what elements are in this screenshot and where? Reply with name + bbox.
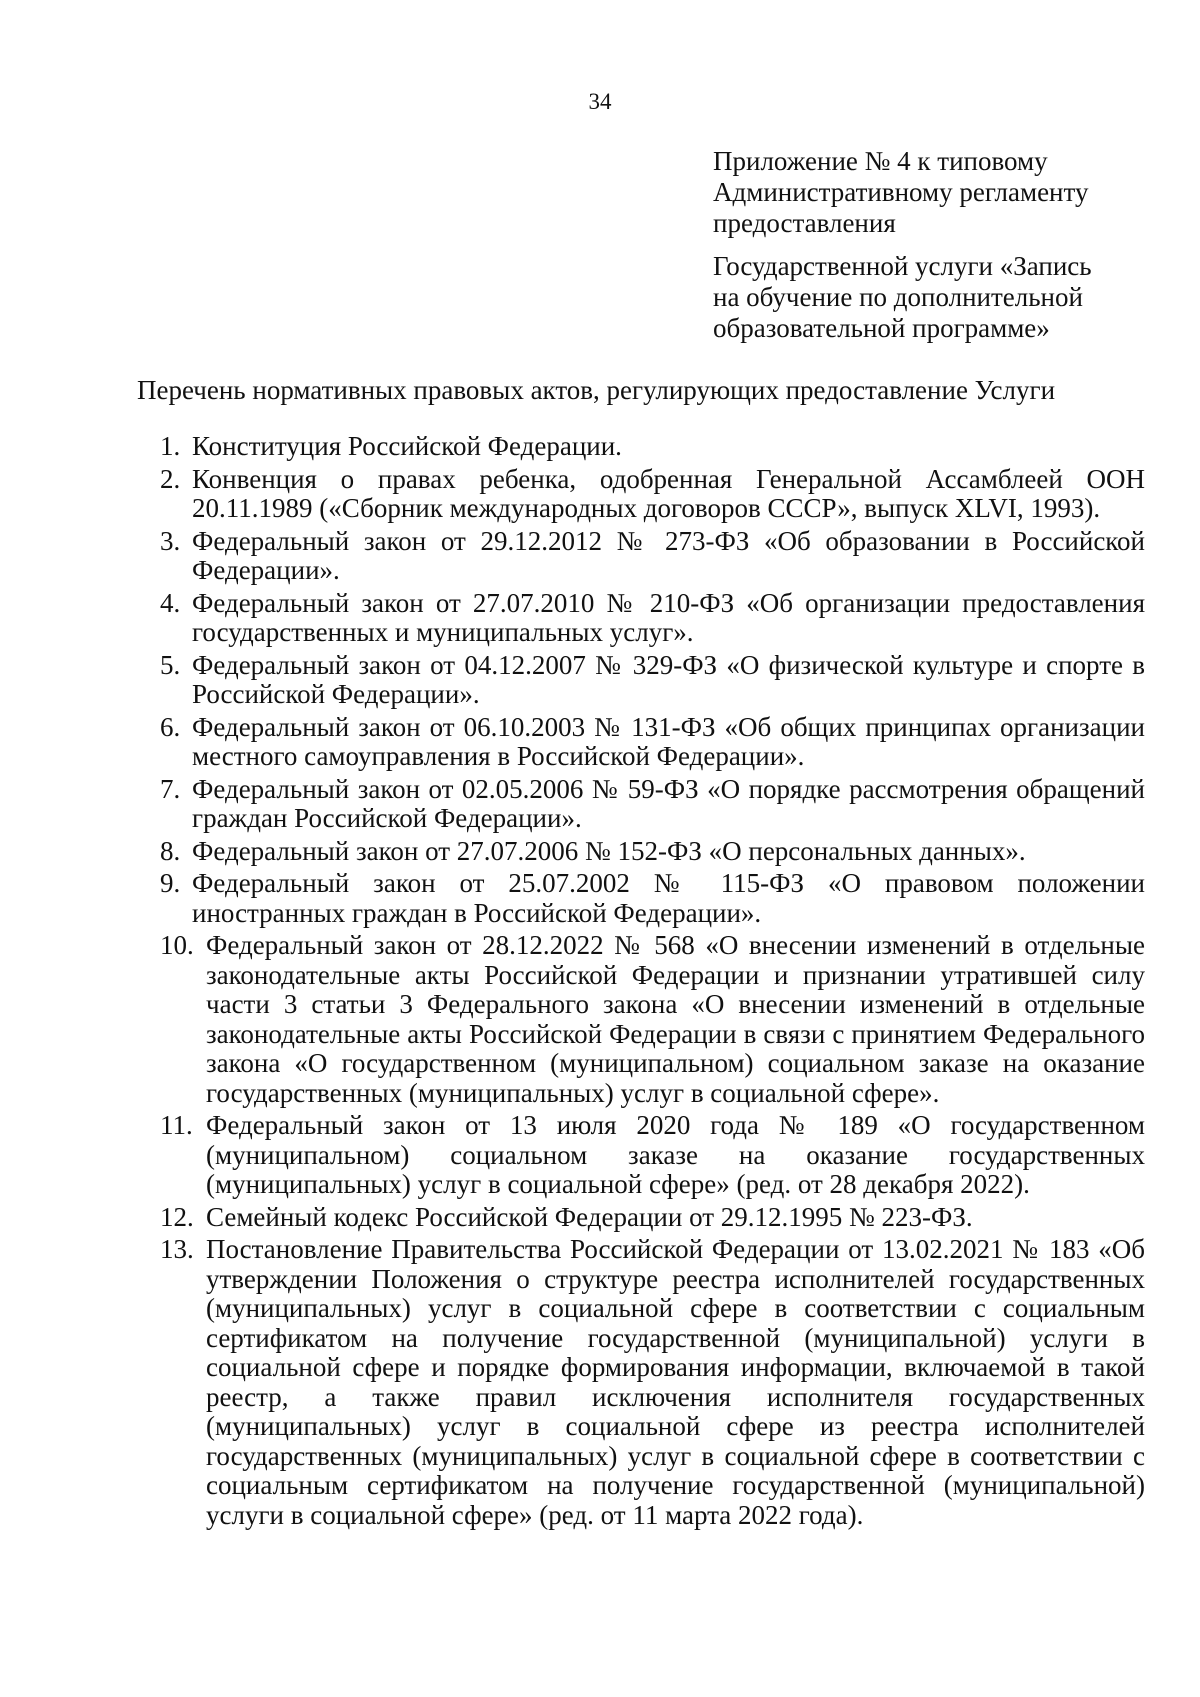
- list-item: [160, 465, 1145, 524]
- item-text: Федеральный закон от 27.07.2010 № 210-ФЗ «Об организации предоставления государственных и муниципальных услуг».: [192, 587, 1145, 647]
- item-number: 1.: [160, 431, 181, 461]
- appendix-header: [713, 146, 1153, 344]
- item-text: Конвенция о правах ребенка, одобренная Генеральной Ассамблеей ООН 20.11.1989 («Сборник международных договоров СССР», выпуск XLVI, 1993).: [192, 463, 1145, 523]
- item-number: 7.: [160, 773, 181, 804]
- item-text: Постановление Правительства Российской Федерации от 13.02.2021 № 183 «Об утверждении Положения о структуре реестра исполнителей государственных (муниципальных) услуг в социальной сфере в соответствии с социальным сертификатом на получение государственной (муниципальной) услуги в социальной сфере и порядке формирования информации, включаемой в такой реестр, а также правил исключения исполнителя государственных (муниципальных) услуг в социальной сфере из реестра исполнителей государственных (муниципальных) услуг в социальной сфере в соответствии с социальным сертификатом на получение государственной (муниципальной) услуги в социальной сфере» (ред. от 11 марта 2022 года).: [206, 1234, 1145, 1530]
- appendix-line: образовательной программе»: [713, 313, 1050, 343]
- item-number: 11.: [160, 1110, 193, 1140]
- list-item: [160, 837, 1145, 867]
- item-number: 2.: [160, 463, 181, 494]
- item-number: 3.: [160, 525, 181, 556]
- list-item: [160, 1235, 1145, 1530]
- list-item: [160, 1111, 1145, 1200]
- list-item: [160, 775, 1145, 834]
- item-text: Федеральный закон от 04.12.2007 № 329-ФЗ «О физической культуре и спорте в Российской Федерации».: [192, 649, 1145, 709]
- appendix-line: Государственной услуги «Запись: [713, 251, 1092, 281]
- list-item: [160, 651, 1145, 710]
- list-item: [160, 432, 1145, 462]
- item-number: 6.: [160, 711, 181, 742]
- item-number: 13.: [160, 1234, 194, 1264]
- appendix-line: Приложение № 4 к типовому: [713, 146, 1048, 176]
- item-text: Федеральный закон от 27.07.2006 № 152-ФЗ «О персональных данных».: [192, 835, 1026, 866]
- item-number: 5.: [160, 649, 181, 680]
- appendix-line: предоставления: [713, 208, 896, 238]
- appendix-line: на обучение по дополнительной: [713, 282, 1083, 312]
- item-text: Федеральный закон от 28.12.2022 № 568 «О внесении изменений в отдельные законодательные акты Российской Федерации и признании утратившей силу части 3 статьи 3 Федерального закона «О внесении изменений в отдельные законодательные акты Российской Федерации в связи с принятием Федерального закона «О государственном (муниципальном) социальном заказе на оказание государственных (муниципальных) услуг в социальной сфере».: [206, 930, 1145, 1108]
- legal-acts-list: [160, 432, 1145, 1533]
- item-text: Федеральный закон от 13 июля 2020 года № 189 «О государственном (муниципальном) социальном заказе на оказание государственных (муниципальных) услуг в социальной сфере» (ред. от 28 декабря 2022).: [206, 1110, 1145, 1199]
- appendix-line: Административному регламенту: [713, 177, 1089, 207]
- list-item: [160, 589, 1145, 648]
- item-number: 9.: [160, 868, 181, 898]
- item-text: Федеральный закон от 25.07.2002 № 115-ФЗ «О правовом положении иностранных граждан в Российской Федерации».: [192, 868, 1145, 928]
- document-title: Перечень нормативных правовых актов, регулирующих предоставление Услуги: [137, 375, 1056, 405]
- list-item: [160, 713, 1145, 772]
- item-number: 12.: [160, 1201, 194, 1232]
- page-number: 34: [588, 89, 612, 114]
- item-text: Федеральный закон от 29.12.2012 № 273-ФЗ «Об образовании в Российской Федерации».: [192, 525, 1145, 585]
- item-text: Конституция Российской Федерации.: [192, 431, 622, 461]
- item-text: Семейный кодекс Российской Федерации от 29.12.1995 № 223-ФЗ.: [206, 1201, 973, 1232]
- item-number: 4.: [160, 587, 181, 618]
- list-item: [160, 527, 1145, 586]
- list-item: [160, 1203, 1145, 1233]
- item-number: 10.: [160, 930, 194, 960]
- item-number: 8.: [160, 835, 181, 866]
- list-item: [160, 931, 1145, 1108]
- list-item: [160, 869, 1145, 928]
- item-text: Федеральный закон от 02.05.2006 № 59-ФЗ «О порядке рассмотрения обращений граждан Российской Федерации».: [192, 773, 1145, 833]
- item-text: Федеральный закон от 06.10.2003 № 131-ФЗ «Об общих принципах организации местного самоуправления в Российской Федерации».: [192, 711, 1145, 771]
